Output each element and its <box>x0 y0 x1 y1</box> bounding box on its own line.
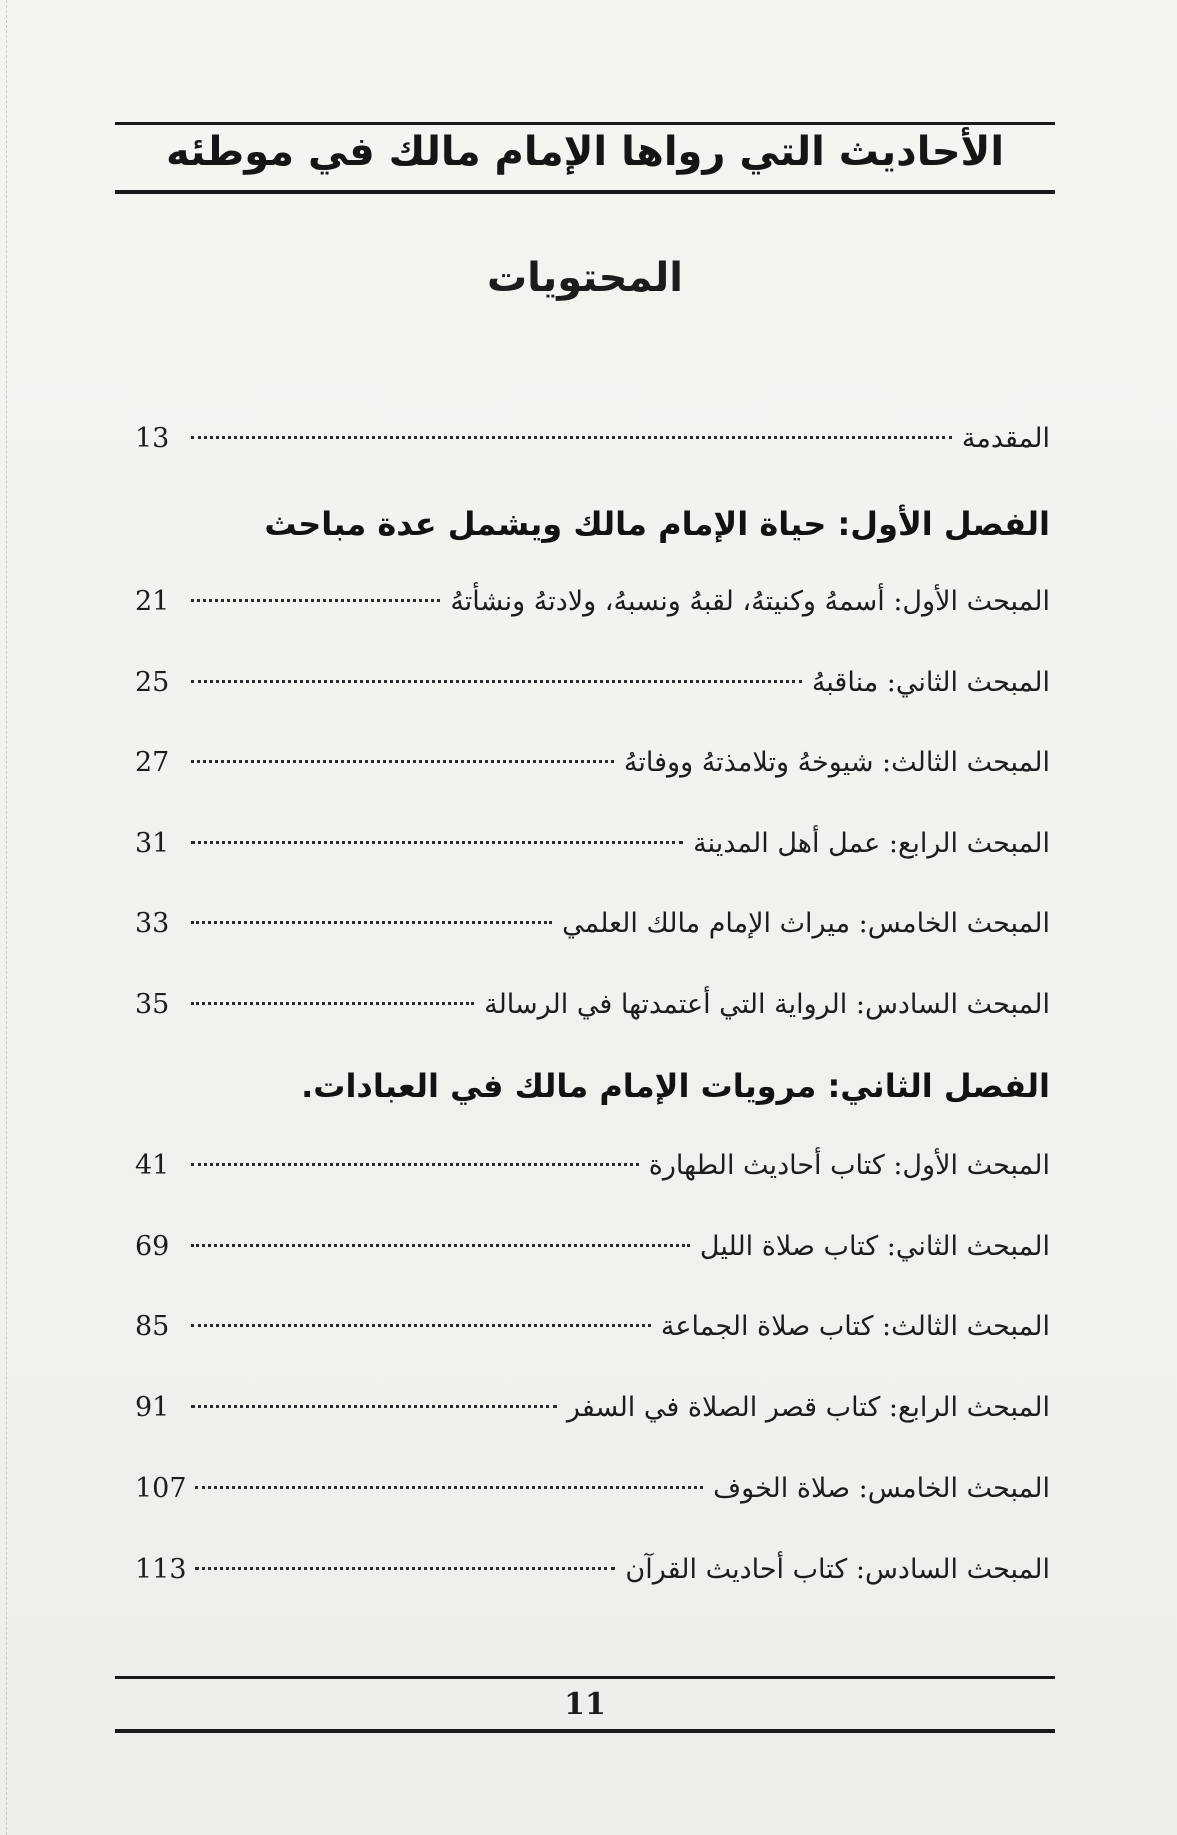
toc-entry[interactable] <box>135 818 1050 870</box>
toc-entry-page: 21 <box>135 586 170 617</box>
dot-leader <box>191 760 614 763</box>
toc-entry-page: 25 <box>135 667 170 698</box>
toc-entry-label: المقدمة <box>961 423 1050 454</box>
toc-entry-page: 13 <box>135 423 170 454</box>
toc-entry-label: المبحث الثاني: كتاب صلاة الليل <box>699 1231 1050 1262</box>
toc-entry[interactable] <box>135 576 1050 628</box>
dot-leader <box>195 1486 704 1489</box>
chapter-2-title: الفصل الثاني: مرويات الإمام مالك في العبادات. <box>301 1067 1050 1105</box>
toc-entry[interactable] <box>135 1301 1050 1353</box>
contents-title: المحتويات <box>486 255 683 301</box>
toc-entry[interactable] <box>135 657 1050 709</box>
toc-entry-page: 85 <box>135 1311 170 1342</box>
running-header-title: الأحاديث التي رواها الإمام مالك في موطئه <box>165 129 1005 175</box>
dot-leader <box>191 1002 474 1005</box>
toc-entry-intro[interactable] <box>135 413 1050 465</box>
toc-entry[interactable] <box>135 737 1050 789</box>
toc-entry-label: المبحث السادس: كتاب أحاديث القرآن <box>625 1554 1050 1585</box>
page-number: 11 <box>564 1687 606 1722</box>
toc-entry-page: 91 <box>135 1392 170 1423</box>
dot-leader <box>191 1163 639 1166</box>
toc-entry-page: 27 <box>135 747 170 778</box>
dot-leader <box>191 1324 651 1327</box>
footer-bottom-rule <box>115 1729 1055 1733</box>
dot-leader <box>191 436 952 439</box>
toc-entry[interactable] <box>135 1544 1050 1596</box>
toc-entry-page: 35 <box>135 989 170 1020</box>
page-edge-marks <box>0 0 7 1835</box>
dot-leader <box>191 841 683 844</box>
dot-leader <box>191 1405 557 1408</box>
toc-entry[interactable] <box>135 979 1050 1031</box>
dot-leader <box>191 1244 690 1247</box>
footer-top-rule <box>115 1676 1055 1679</box>
toc-entry-label: المبحث الخامس: صلاة الخوف <box>713 1473 1050 1504</box>
toc-entry-page: 113 <box>135 1554 187 1585</box>
toc-entry[interactable] <box>135 1140 1050 1192</box>
toc-entry[interactable] <box>135 1221 1050 1273</box>
toc-entry-label: المبحث الثالث: كتاب صلاة الجماعة <box>660 1311 1050 1342</box>
toc-entry-page: 41 <box>135 1150 170 1181</box>
toc-entry-label: المبحث الثاني: مناقبهُ <box>811 667 1050 698</box>
header-bottom-rule <box>115 190 1055 194</box>
dot-leader <box>191 921 552 924</box>
dot-leader <box>195 1567 616 1570</box>
toc-entry-label: المبحث الرابع: كتاب قصر الصلاة في السفر <box>566 1392 1050 1423</box>
toc-entry-label: المبحث السادس: الرواية التي أعتمدتها في الرسالة <box>484 989 1050 1020</box>
toc-entry-label: المبحث الأول: كتاب أحاديث الطهارة <box>648 1150 1050 1181</box>
chapter-1-title: الفصل الأول: حياة الإمام مالك ويشمل عدة مباحث <box>264 505 1050 543</box>
toc-entry-label: المبحث الخامس: ميراث الإمام مالك العلمي <box>562 908 1050 939</box>
dot-leader <box>191 680 802 683</box>
toc-entry[interactable] <box>135 898 1050 950</box>
toc-entry[interactable] <box>135 1463 1050 1515</box>
toc-entry-page: 69 <box>135 1231 170 1262</box>
toc-entry-label: المبحث الأول: أسمهُ وكنيتهُ، لقبهُ ونسبهُ، ولادتهُ ونشأتهُ <box>450 586 1050 617</box>
toc-entry-page: 107 <box>135 1473 187 1504</box>
toc-entry-label: المبحث الرابع: عمل أهل المدينة <box>693 828 1050 859</box>
toc-entry-page: 31 <box>135 828 170 859</box>
dot-leader <box>191 599 440 602</box>
toc-entry-page: 33 <box>135 908 170 939</box>
toc-entry-label: المبحث الثالث: شيوخهُ وتلامذتهُ ووفاتهُ <box>623 747 1050 778</box>
toc-entry[interactable] <box>135 1382 1050 1434</box>
